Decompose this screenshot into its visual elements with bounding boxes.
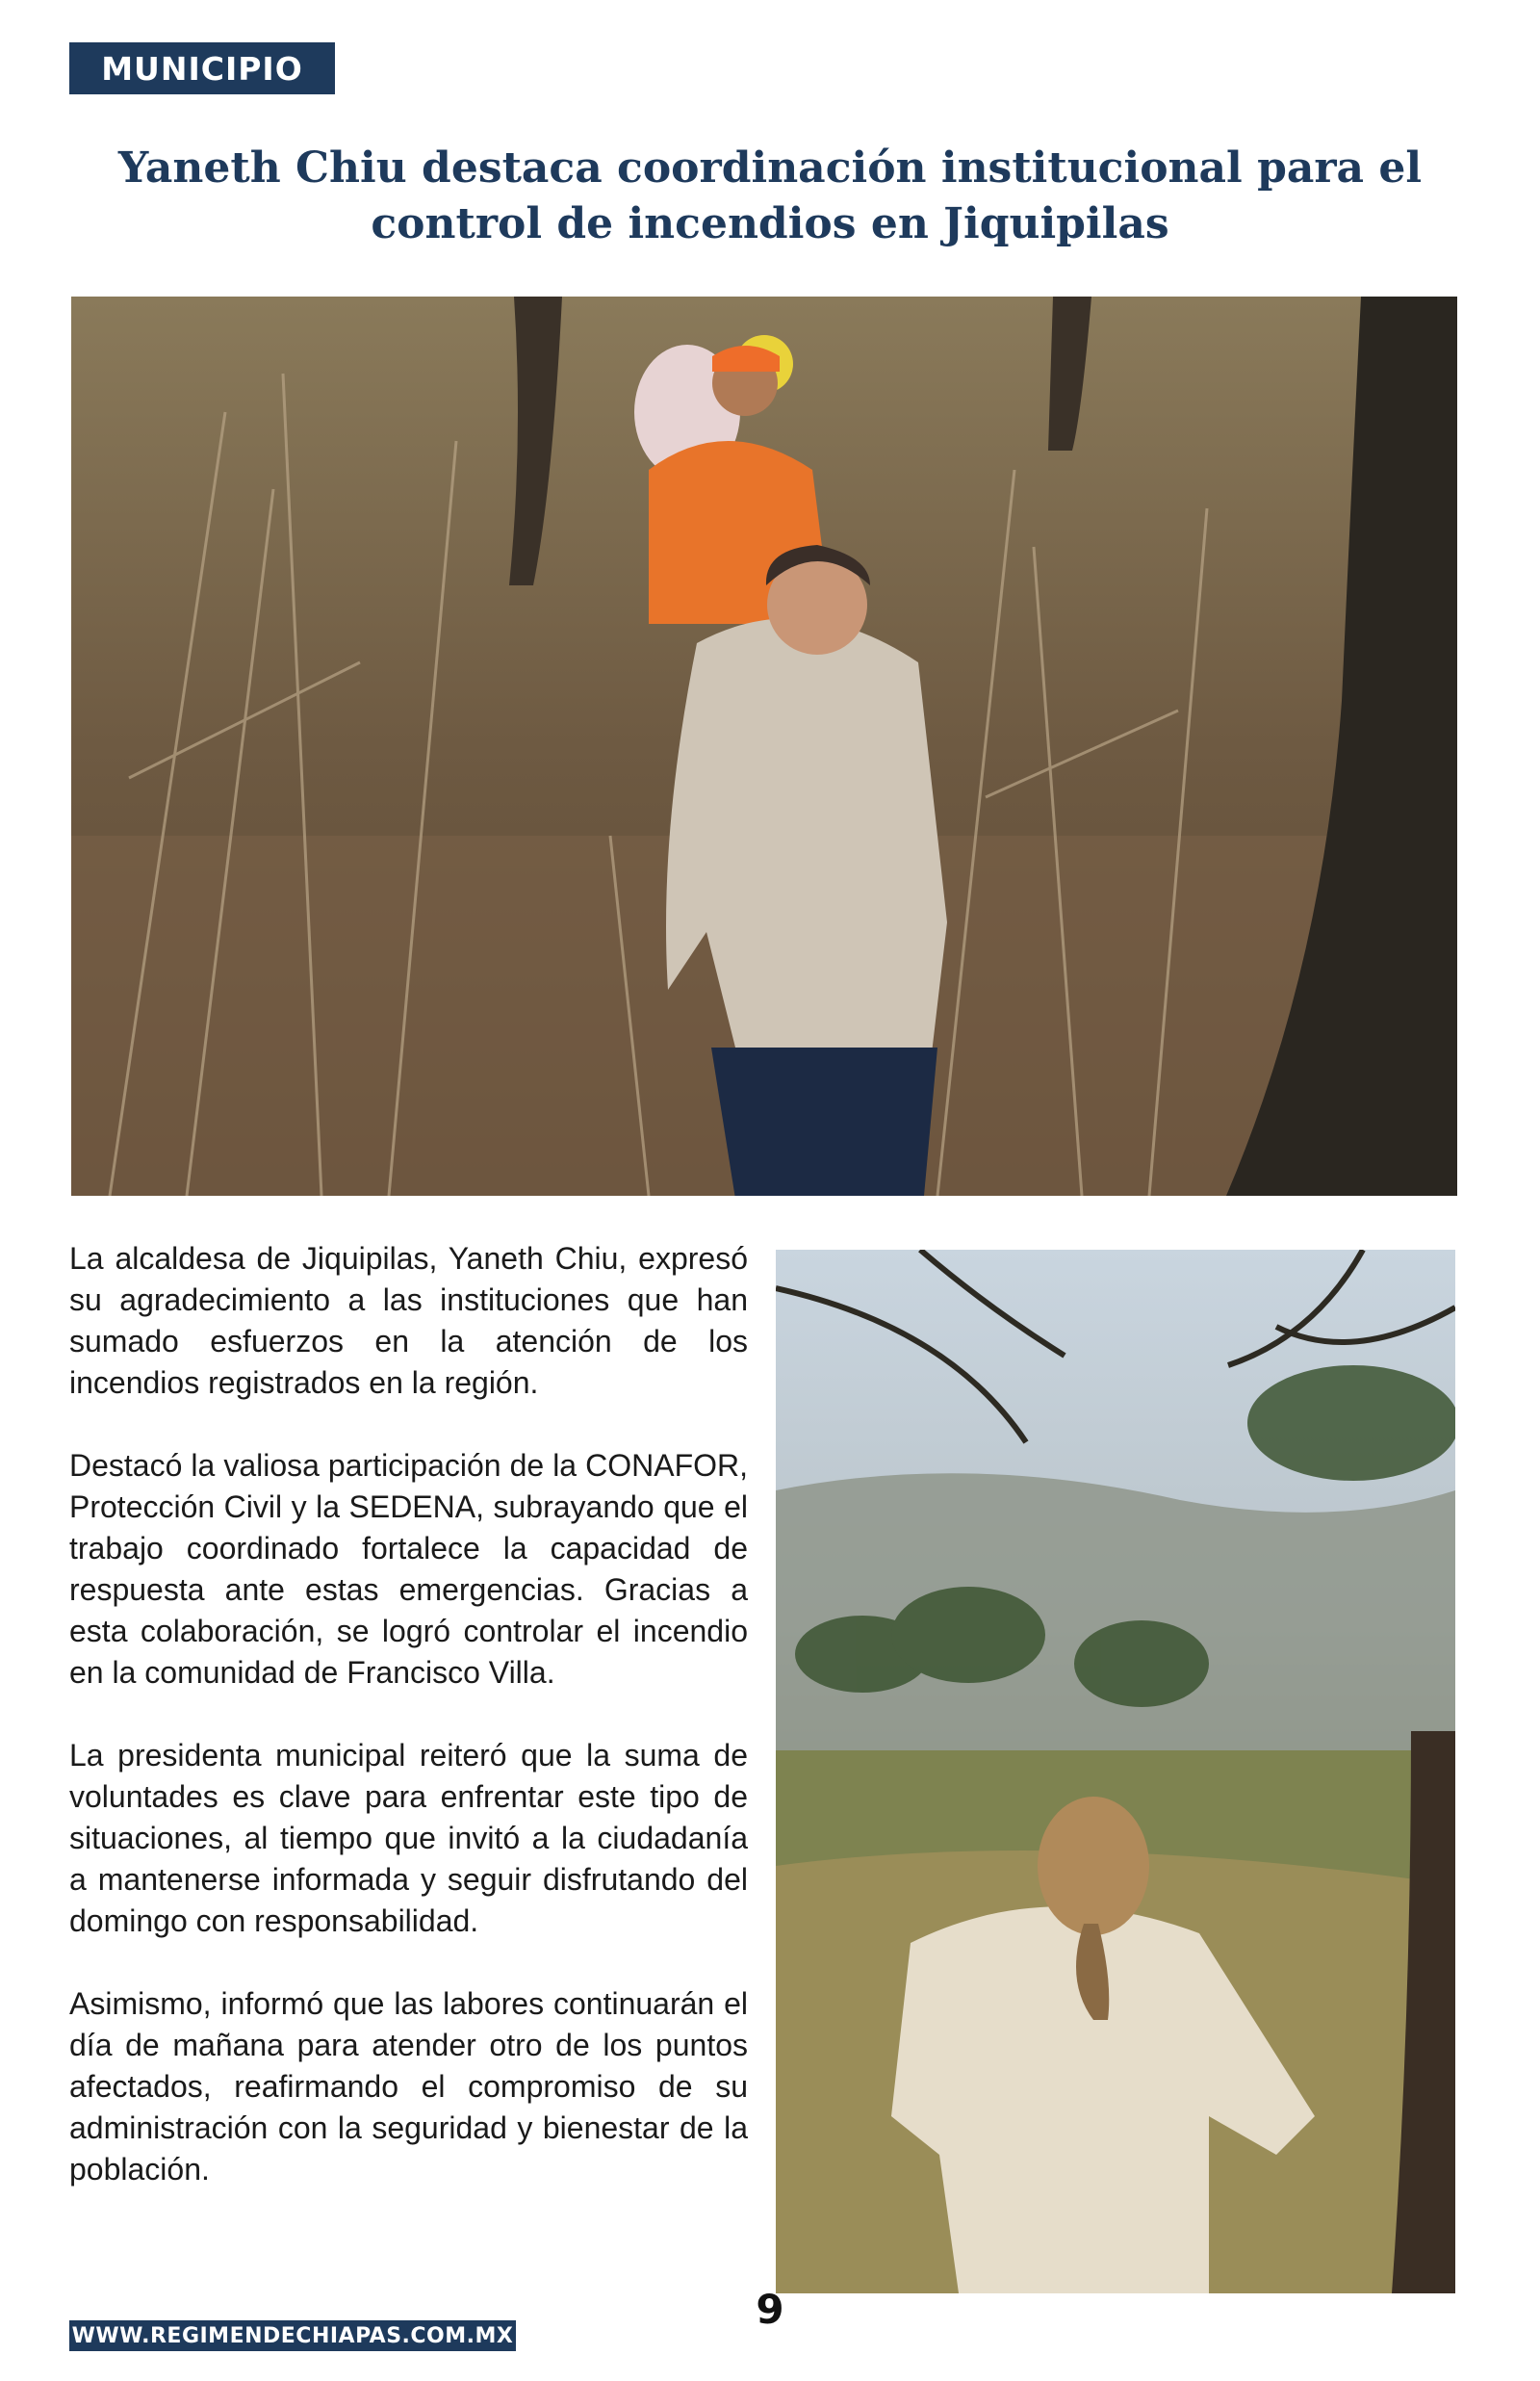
section-tag: MUNICIPIO bbox=[69, 42, 335, 94]
paragraph: La alcaldesa de Jiquipilas, Yaneth Chiu, expresó su agradecimiento a las instituciones que han sumado esfuerzos en la atención de los incendios registrados en la región. bbox=[69, 1241, 748, 1400]
photo-smoky-valley bbox=[776, 1250, 1455, 2293]
headline: Yaneth Chiu destaca coordinación institucional para el control de incendios en Jiquipilas bbox=[117, 143, 1423, 248]
photo-forest-walk bbox=[71, 297, 1457, 1196]
page-number: 9 bbox=[756, 2286, 784, 2333]
paragraph: Asimismo, informó que las labores continuarán el día de mañana para atender otro de los puntos afectados, reafirmando el compromiso de su administración con la seguridad y bienestar de la población. bbox=[69, 1986, 748, 2187]
paragraph: La presidenta municipal reiteró que la suma de voluntades es clave para enfrentar este tipo de situaciones, al tiempo que invitó a la ciudadanía a mantenerse informada y seguir disfrutando del domingo con responsabilidad. bbox=[69, 1738, 748, 1938]
paragraph: Destacó la valiosa participación de la CONAFOR, Protección Civil y la SEDENA, subrayando que el trabajo coordinado fortalece la capacidad de respuesta ante estas emergencias. Gracias a esta colaboración, se logró controlar el incendio en la comunidad de Francisco Villa. bbox=[69, 1448, 748, 1690]
footer-website-link[interactable]: WWW.REGIMENDECHIAPAS.COM.MX bbox=[69, 2320, 516, 2351]
article-body bbox=[69, 1238, 748, 2232]
